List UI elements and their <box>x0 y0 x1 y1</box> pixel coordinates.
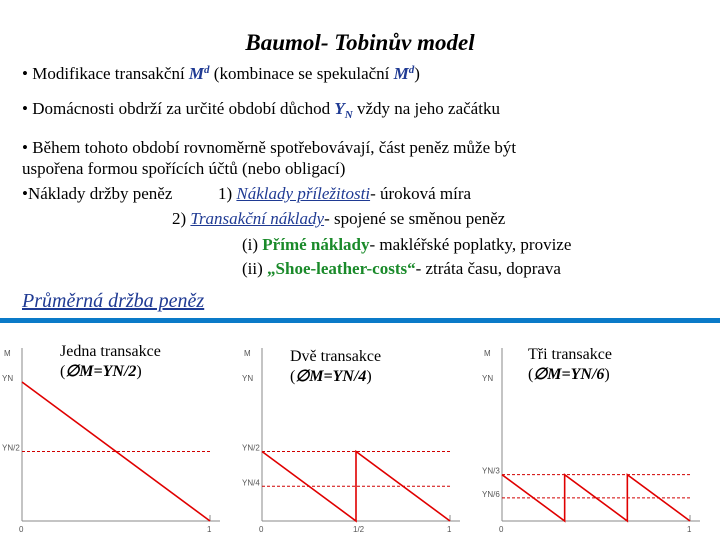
bullet-5-rest: - spojené se směnou peněz <box>324 209 506 228</box>
chart-3-y-tick: YN <box>482 374 494 383</box>
opportunity-cost-link[interactable]: Náklady příležitosti <box>236 184 371 203</box>
caption-3-title: Tři transakce <box>528 346 612 363</box>
caption-1-formula: ∅M=YN/2 <box>65 363 137 380</box>
bullet-3-line-1: • Během tohoto období rovnoměrně spotřebovávají, část peněz může být <box>22 138 517 157</box>
caption-1-close: ) <box>136 363 142 380</box>
transaction-cost-link[interactable]: Transakční náklady <box>190 209 325 228</box>
chart-1-x-tick: 1 <box>207 525 212 534</box>
bullet-2-text: • Domácnosti obdrží za určité období důchod <box>22 99 335 118</box>
chart-3-y-tick: YN/3 <box>482 466 500 476</box>
slide-title: Baumol- Tobinův model <box>245 30 475 55</box>
bullet-2-end: vždy na jeho začátku <box>352 99 500 118</box>
bullet-4-num: 1) <box>218 184 237 203</box>
chart-3-y-tick: YN/6 <box>482 489 500 499</box>
sub-n: N <box>344 109 353 121</box>
bullet-3-line-2: uspořena formou spořících účtů (nebo obligací) <box>22 159 346 178</box>
caption-2-open: ( <box>290 368 296 385</box>
bullet-1-text: • Modifikace transakční <box>22 64 189 83</box>
bullet-6 <box>242 235 571 255</box>
bullet-1 <box>22 64 420 84</box>
bullet-6-num: (i) <box>242 235 263 254</box>
chart-1-y-label: M <box>4 349 11 358</box>
caption-2-title: Dvě transakce <box>290 348 382 365</box>
chart-2-y-label: M <box>244 349 251 358</box>
chart-2-money-series <box>262 452 450 522</box>
chart-3-y-label: M <box>484 349 491 358</box>
bullet-7-num: (ii) <box>242 259 268 278</box>
bullet-1-mid: (kombinace se spekulační <box>209 64 394 83</box>
chart-3-x-tick: 0 <box>499 525 504 534</box>
bullet-4-rest: - úroková míra <box>370 184 472 203</box>
chart-1-money-series <box>22 382 210 521</box>
caption-2-formula: ∅M=YN/4 <box>295 368 367 385</box>
bullet-6-rest: - makléřské poplatky, provize <box>369 235 572 254</box>
chart-1-y-tick: YN <box>2 374 14 383</box>
bullet-4-text: •Náklady držby peněz <box>22 184 173 203</box>
var-y: Y <box>334 99 345 118</box>
caption-3-close: ) <box>604 366 610 383</box>
chart-2-x-tick: 0 <box>259 525 264 534</box>
direct-costs-label: Přímé náklady <box>262 235 370 254</box>
chart-1-x-tick: 0 <box>19 525 24 534</box>
chart-1-y-tick: YN/2 <box>2 443 20 453</box>
caption-2-close: ) <box>366 368 372 385</box>
section-divider <box>0 318 720 323</box>
bullet-7-rest: - ztráta času, doprava <box>415 259 561 278</box>
chart-2-y-tick: YN/2 <box>242 443 260 453</box>
caption-3-open: ( <box>528 366 534 383</box>
var-m-2: M <box>393 64 409 83</box>
caption-1-open: ( <box>60 363 66 380</box>
bullet-2 <box>22 99 500 121</box>
chart-2-y-tick: YN <box>242 374 254 383</box>
bullet-4-item <box>218 184 471 204</box>
chart-3-x-tick: 1 <box>687 525 692 534</box>
shoe-leather-label: „Shoe-leather-costs“ <box>267 259 416 278</box>
chart-2-y-tick: YN/4 <box>242 478 260 488</box>
chart-3-money-series <box>502 475 690 521</box>
bullet-7 <box>242 259 561 279</box>
caption-3-formula: ∅M=YN/6 <box>533 366 605 383</box>
bullet-1-end: ) <box>414 64 420 83</box>
caption-1-title: Jedna transakce <box>60 343 161 360</box>
bullet-5-num: 2) <box>172 209 191 228</box>
section-title: Průměrná držba peněz <box>22 290 205 312</box>
chart-2-x-tick: 1 <box>447 525 452 534</box>
bullet-4 <box>22 184 172 204</box>
var-m: M <box>188 64 205 83</box>
chart-2-x-tick: 1/2 <box>353 525 365 534</box>
money-holding-charts <box>0 328 720 540</box>
sup-d-2: d <box>408 64 415 76</box>
bullet-5 <box>172 209 505 229</box>
sup-d: d <box>204 64 210 76</box>
